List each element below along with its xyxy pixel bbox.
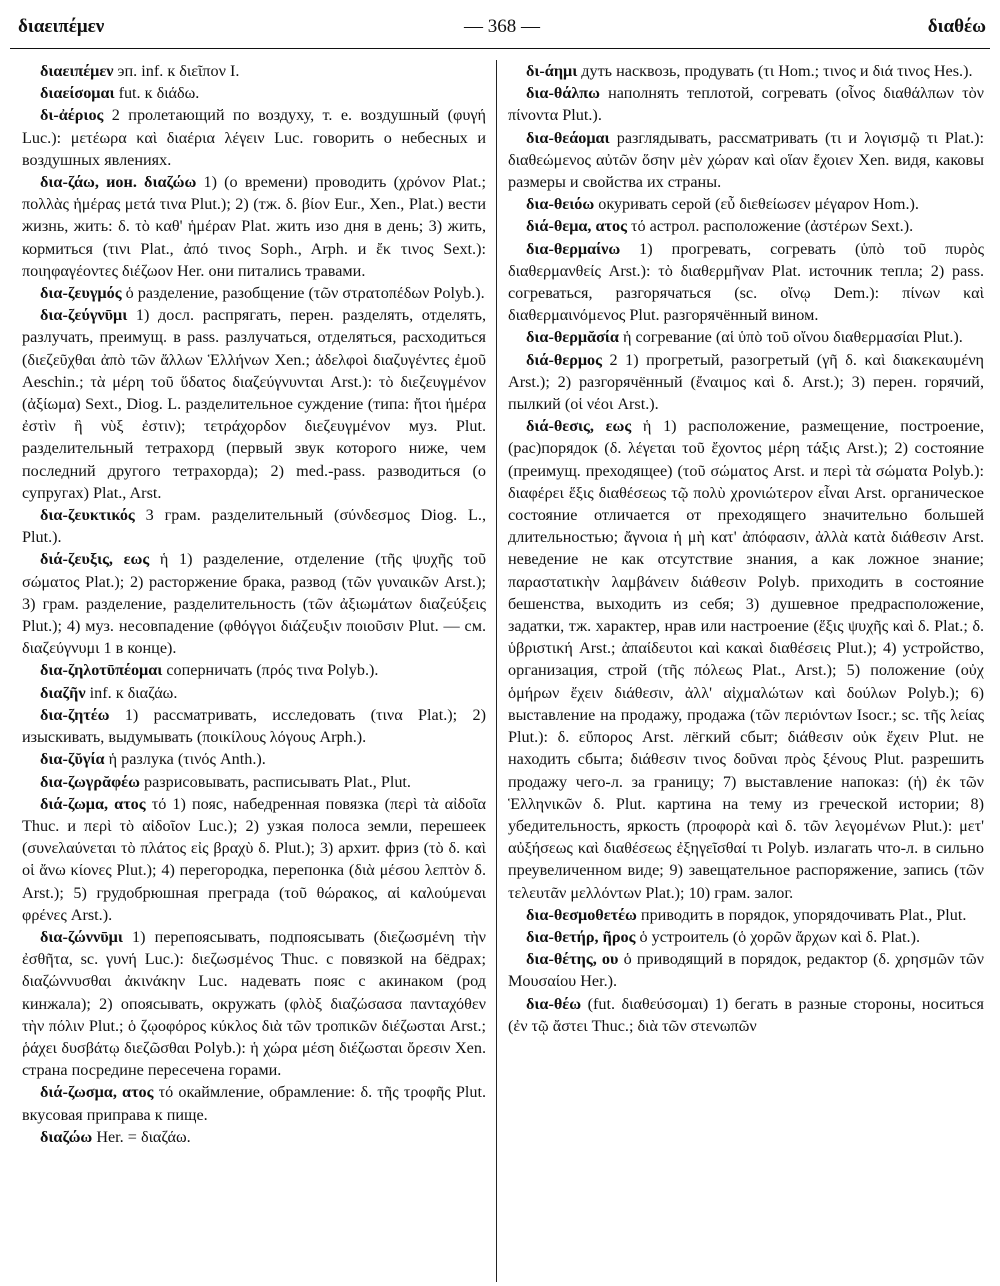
dictionary-entry — [508, 238, 984, 327]
entry-definition: ὁ приводящий в порядок, редактор (δ. χρησμῶν τῶν Μουσαίου Her.). — [508, 950, 984, 991]
entry-definition: τό 1) пояс, набедренная повязка (περὶ τὰ αἰδοῖα Thuc. и περὶ τὸ αἰδοῖον Luc.); 2) узкая полоса земли, перешеек (συνελαύνεται τὸ πλάτος εἰς βραχὺ δ. Plut.); 3) архит. фриз (τὸ δ. καὶ οἱ ἄνω κίονες Plut.); 4) перегородка, перепонка (διὰ μέσου λεπτὸν δ. Arst.); 5) грудобрюшная преграда (τοῦ θώρακος, αἱ καλούμεναι φρένες Arst.). — [22, 794, 486, 924]
header-rule — [10, 48, 990, 49]
entry-headword: διά-ζωμα, ατος — [40, 794, 146, 813]
entry-headword: διά-ζωσμα, ατος — [40, 1083, 154, 1102]
dictionary-entry — [22, 682, 486, 704]
dictionary-entry — [22, 771, 486, 793]
left-column — [22, 60, 486, 1282]
entry-headword: δια-θειόω — [526, 195, 595, 214]
entry-headword: δια-θέτης, ου — [526, 950, 619, 969]
dictionary-entry — [508, 127, 984, 194]
dictionary-entry — [508, 904, 984, 926]
entry-definition: τό астрол. расположение (ἀστέρων Sext.). — [630, 217, 914, 236]
entry-definition: τό окаймление, обрамление: δ. τῆς τροφῆς Plut. вкусовая приправа к пище. — [22, 1083, 486, 1124]
entry-headword: δι-άημι — [526, 62, 578, 80]
right-running-headword: διαθέω — [927, 16, 986, 37]
dictionary-entry — [22, 60, 486, 82]
entry-definition: ὁ устроитель (ὁ χορῶν ἄρχων καὶ δ. Plat.). — [639, 927, 921, 946]
left-running-headword: διαειπέμεν — [18, 16, 105, 37]
entry-definition: эп. inf. к διεῖπον I. — [117, 62, 240, 80]
dictionary-entry — [22, 282, 486, 304]
right-column — [508, 60, 984, 1282]
dictionary-entry — [22, 171, 486, 282]
entry-definition: разглядывать, рассматривать (τι и λογισμῷ τι Plat.): διαθεώμενος αὐτῶν ὅσην μὲν χώραν καὶ οἵαν ἔχοιεν Xen. видя, каковы размеры и свойства их страны. — [508, 128, 984, 192]
entry-headword: δια-ζευγμός — [40, 284, 122, 303]
dictionary-entry — [22, 748, 486, 770]
column-divider — [496, 60, 497, 1282]
entry-definition: Her. = διαζάω. — [96, 1127, 191, 1146]
entry-headword: δι-ἀέριος — [40, 106, 104, 125]
dictionary-entry — [508, 82, 984, 126]
dictionary-entry — [22, 548, 486, 659]
entry-definition: (fut. διαθεύσομαι) 1) бегать в разные стороны, носиться (ἐν τῷ ἄστει Thuc.; διὰ τῶν στενωπῶν — [508, 994, 984, 1035]
entry-headword: δια-ζητέω — [40, 705, 110, 724]
page-header — [18, 12, 986, 46]
dictionary-entry — [22, 659, 486, 681]
entry-definition: 1) досл. распрягать, перен. разделять, отделять, разлучать, преимущ. в pass. разлучаться, отделяться, расходиться (διεζεῦχθαι ἀπὸ τῶν ἄλλων Ἑλλήνων Xen.; ἀδελφοὶ διαζυγέντες ἐμοῦ Aeschin.; τὰ μέρη τοῦ ὕδατος διαζεύγνυνται Arst.): τὸ διεζευγμένον (ἀξίωμα) Sext., Diog. L. разделительное суждение (типа: ἤτοι ἡμέρα ἐστὶν ἢ νὺξ ἐστιν); τετράχορδον διεζευγμένον муз. Plut. разделительный тетрахорд (первый звук которого ниже, чем последний другого тетрахорда); 2) med.-pass. разводиться (о супругах) Plat., Arst. — [22, 306, 486, 502]
entry-headword: δια-ζεύγνῡμι — [40, 306, 128, 325]
entry-headword: διά-ζευξις, εως — [40, 550, 150, 569]
entry-definition: соперничать (πρός τινα Polyb.). — [166, 661, 379, 680]
dictionary-entry — [22, 1126, 486, 1148]
entry-headword: διά-θεμα, ατος — [526, 217, 627, 236]
entry-headword: δια-ζάω, ион. διαζώω — [40, 173, 197, 192]
entry-definition: окуривать серой (εὖ διεθείωσεν μέγαρον Hom.). — [598, 195, 919, 214]
entry-headword: δια-θερμαίνω — [526, 239, 621, 258]
entry-definition: inf. к διαζάω. — [89, 683, 178, 702]
dictionary-entry — [22, 504, 486, 548]
dictionary-entry — [22, 793, 486, 926]
entry-definition: ἡ согревание (αἱ ὑπὸ τοῦ οἴνου διαθερμασίαι Plut.). — [623, 328, 963, 347]
dictionary-entry — [22, 1081, 486, 1125]
dictionary-entry — [22, 104, 486, 171]
entry-definition: fut. к διάδω. — [118, 84, 200, 103]
entry-headword: διά-θεσις, εως — [526, 417, 632, 436]
entry-definition: 1) прогревать, согревать (ὑπὸ τοῦ πυρὸς διαθερμανθείς Arst.): τὸ διαθερμῆναν Plat. источник тепла; 2) pass. согреваться, разгорячаться (sc. οἴνῳ Dem.): πίνων καὶ διαθερμαινόμενος Plut. разгорячённый вином. — [508, 239, 984, 325]
entry-headword: διά-θερμος — [526, 350, 602, 369]
dictionary-entry — [22, 926, 486, 1081]
entry-headword: δια-θεσμοθετέω — [526, 905, 637, 924]
entry-headword: δια-θεάομαι — [526, 128, 610, 147]
entry-headword: διαζῆν — [40, 683, 86, 702]
dictionary-entry — [22, 304, 486, 504]
entry-headword: δια-ζευκτικός — [40, 506, 135, 525]
dictionary-entry — [508, 948, 984, 992]
entry-definition: разрисовывать, расписывать Plat., Plut. — [143, 772, 411, 791]
entry-definition: ἡ разлука (τινός Anth.). — [108, 750, 266, 769]
entry-headword: διαείσομαι — [40, 84, 115, 103]
dictionary-entry — [508, 215, 984, 237]
entry-headword: δια-θάλπω — [526, 84, 600, 103]
dictionary-entry — [508, 993, 984, 1037]
entry-definition: 1) (о времени) проводить (χρόνον Plat.; πολλὰς ἡμέρας μετά τινα Plut.); 2) (тж. δ. βίον Eur., Xen., Plat.) вести жизнь, жить: δ. τὸ καθ' ἡμέραν Plat. жить изо дня в день; 3) жить, кормиться (τινι Plat., ἀπό τινος Soph., Arph. и ἔκ τινος Sext.): ποιηφαγέοντες διέζωον Her. они питались травами. — [22, 173, 486, 280]
entry-definition: наполнять теплотой, согревать (οἶνος διαθάλπων τὸν πίνοντα Plut.). — [508, 84, 984, 125]
entry-definition: ὁ разделение, разобщение (τῶν στρατοπέδων Polyb.). — [125, 284, 485, 303]
entry-definition: 1) перепоясывать, подпоясывать (διεζωσμένη τὴν ἐσθῆτα, sc. γυνή Luc.): διεζωσμένος Thuc. с повязкой на бёдрах; διαζώννυσθαι ἀκινάκην Luc. надевать пояс с акинаком (род кинжала); 2) опоясывать, окружать (φλὸξ διαζώσασα πανταχόθεν τὴν πόλιν Plut.; ὁ ζῳοφόρος κύκλος διὰ τῶν τροπικῶν διέζωσται Arst.; ῥάχει δυσβάτῳ διεζῶσθαι Polyb.): ἡ χώρα μέση διέζωσται ὄρεσιν Xen. страна посредине пересечена горами. — [22, 927, 486, 1080]
entry-headword: δια-ζώννῡμι — [40, 927, 123, 946]
dictionary-entry — [508, 60, 984, 82]
dictionary-entry — [22, 704, 486, 748]
entry-headword: δια-ζωγρᾰφέω — [40, 772, 140, 791]
dictionary-entry — [22, 82, 486, 104]
entry-headword: δια-θέω — [526, 994, 582, 1013]
dictionary-entry — [508, 349, 984, 416]
entry-headword: διαζώω — [40, 1127, 93, 1146]
entry-definition: ἡ 1) расположение, размещение, построение, (рас)порядок (δ. λέγεται τοῦ ἔχοντος μέρη τάξις Arst.); 2) состояние (преимущ. преходящее) (τοῦ σώματος Arst. и περὶ τὰ σώματα Polyb.): διαφέρει ἕξις διαθέσεως τῷ πολὺ χρονιώτερον εἶναι Arst. органическое состояние отличается от преходящего значительно большей длительностью; ἄγνοια ἡ μὴ κατ' ἀπόφασιν, ἀλλὰ κατὰ διάθεσιν Arst. неведение не как отсутствие знания, а как ложное знание; παραστατικὴν λαμβάνειν διάθεσιν Polyb. приходить в состояние бешенства, выходить из себя; 3) душевное предрасположение, задатки, тж. характер, нрав или настроение (ἕξις ψυχῆς καὶ δ. Plat.; δ. ὑβριστική Arst.; ἀπαίδευτοι καὶ κακαὶ διαθέσεις Plut.); 4) устройство, организация, строй (τῆς πόλεως Plat., Arst.); 5) положение (οὐχ ὁμήρων ἔχειν διάθεσιν, ἀλλ' αἰχμαλώτων καὶ δούλων Polyb.); 6) выставление на продажу, продажа (τῶν περιόντων Isocr.; sc. τῆς λείας Plut.): δ. εὔπορος Arst. лёгкий сбыт; διάθεσιν οὐκ ἔχειν Plut. не находить сбыта; διάθεσιν τινος δοῦναι πρὸς ξένους Plut. разрешить продажу чего-л. за границу; 7) выставление напоказ: (ἡ) ἐκ τῶν Ἑλληνικῶν δ. Plut. картина на тему из греческой истории; 8) убедительность, яркость (προφορὰ καὶ δ. τῶν λεγομένων Plut.): μετ' αὐξήσεως καὶ διαθέσεως ἐξηγεῖσθαί τι Polyb. излагать что-л. в сильно преувеличенном виде; 9) завещательное распоряжение, запись (τῶν τελευτᾶν μελλόντων Plat.); 10) грам. залог. — [508, 417, 984, 902]
entry-definition: 1) рассматривать, исследовать (τινα Plat.); 2) изыскивать, выдумывать (ποικίλους λόγους Arph.). — [22, 705, 486, 747]
entry-definition: дуть насквозь, продувать (τι Hom.; τινος и διά τινος Hes.). — [581, 62, 973, 80]
entry-headword: δια-ζῠγία — [40, 750, 105, 769]
entry-definition: 2 1) прогретый, разогретый (γῆ δ. καὶ διακεκαυμένη Arst.); 2) разгорячённый (ἔναιμος καὶ δ. Arst.); 3) перен. горячий, пылкий (οἱ νέοι Arst.). — [508, 350, 984, 414]
page-number: — 368 — — [464, 16, 540, 37]
dictionary-entry — [508, 193, 984, 215]
entry-headword: δια-θερμᾰσία — [526, 328, 619, 347]
entry-definition: приводить в порядок, упорядочивать Plat., Plut. — [640, 905, 967, 924]
dictionary-entry — [508, 926, 984, 948]
entry-headword: δια-θετήρ, ῆρος — [526, 927, 636, 946]
entry-headword: διαειπέμεν — [40, 62, 114, 80]
dictionary-entry — [508, 415, 984, 903]
entry-headword: δια-ζηλοτῡπέομαι — [40, 661, 163, 680]
entry-definition: 2 пролетающий по воздуху, т. е. воздушный (φυγή Luc.): μετέωρα καὶ διαέρια λέγειν Luc. говорить о небесных и воздушных явлениях. — [22, 106, 486, 169]
dictionary-entry — [508, 326, 984, 348]
entry-definition: ἡ 1) разделение, отделение (τῆς ψυχῆς τοῦ σώματος Plat.); 2) расторжение брака, развод (τῶν γυναικῶν Arst.); 3) грам. разделение, разделительность (τῶν ἀξιωμάτων διαζεύξεις Plut.); 4) муз. несовпадение (φθόγγοι διάζευξιν ποιοῦσιν Plut. — см. διαζεύγνυμι 1 в конце). — [22, 550, 486, 658]
entry-definition: 3 грам. разделительный (σύνδεσμος Diog. L., Plut.). — [22, 506, 486, 547]
